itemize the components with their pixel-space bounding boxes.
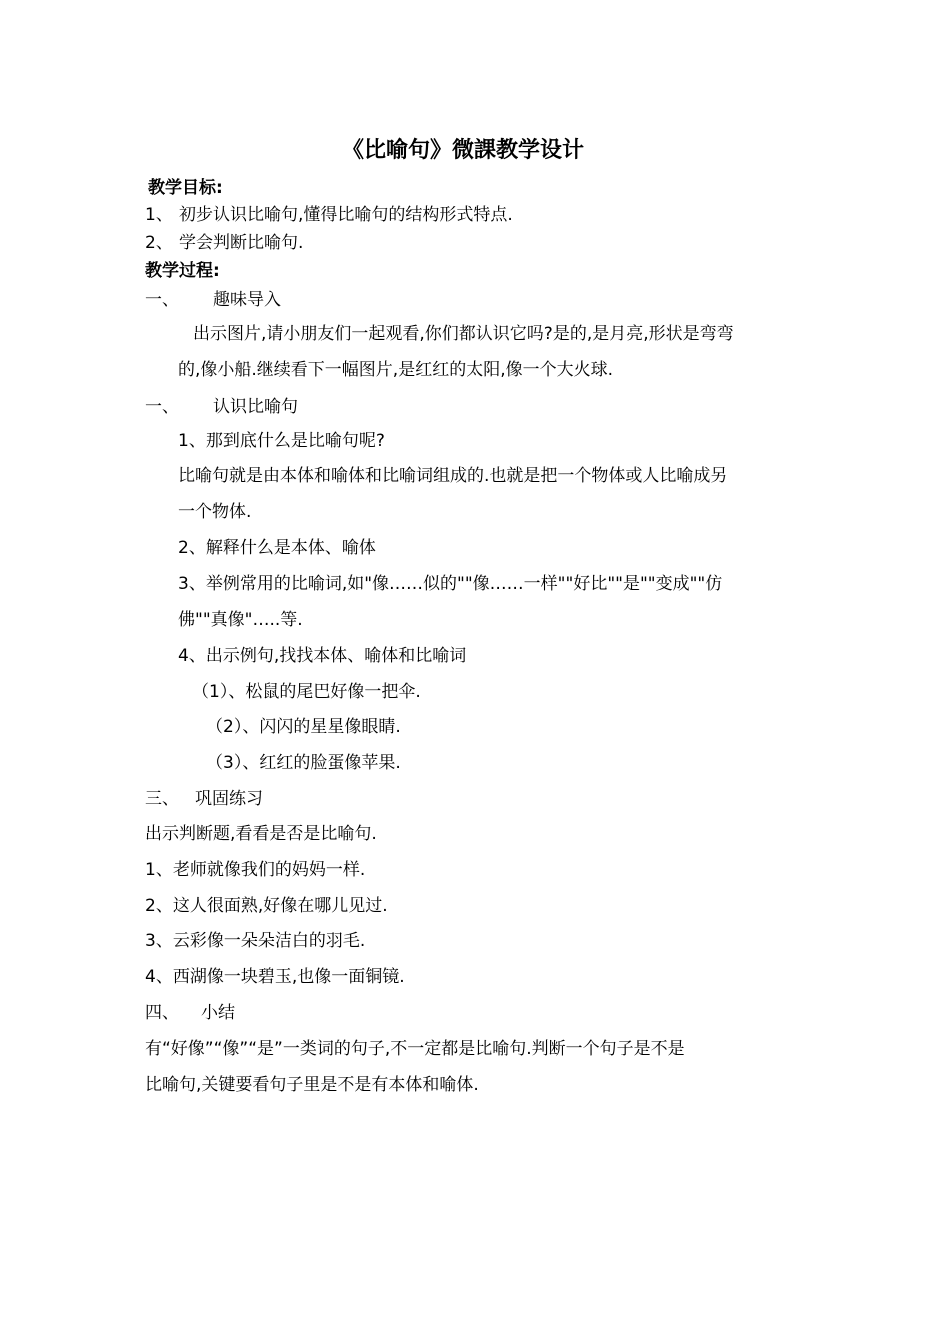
goal-item-2: [145, 232, 303, 254]
section2-question2: 2、解释什么是本体、喻体: [178, 538, 376, 558]
summary-line2: 比喻句,关键要看句子里是不是有本体和喻体.: [145, 1075, 479, 1095]
exercise-item-3: 3、云彩像一朵朵洁白的羽毛.: [145, 931, 366, 951]
section4-number: 四、: [145, 1003, 179, 1023]
section3-title: 巩固练习: [195, 789, 263, 809]
section1-paragraph-line1: 出示图片,请小朋友们一起观看,你们都认识它吗?是的,是月亮,形状是弯弯: [193, 324, 734, 344]
section1-heading: [145, 289, 281, 311]
section1-number: 一、: [145, 290, 179, 310]
section1-paragraph-line2: 的,像小船.继续看下一幅图片,是红红的太阳,像一个大火球.: [178, 360, 614, 380]
section2-number: 一、: [145, 397, 179, 417]
goal-number: 2、: [145, 233, 173, 253]
goal-number: 1、: [145, 205, 173, 225]
section2-example2: （2）、闪闪的星星像眼睛.: [206, 717, 401, 737]
section3-intro: 出示判断题,看看是否是比喻句.: [145, 824, 377, 844]
section3-number: 三、: [145, 789, 179, 809]
section4-heading: [145, 1002, 235, 1024]
exercise-item-4: 4、西湖像一块碧玉,也像一面铜镜.: [145, 967, 405, 987]
goals-heading: 教学目标:: [148, 178, 223, 198]
goal-text: 学会判断比喻句.: [179, 233, 304, 253]
section2-question4: 4、出示例句,找找本体、喻体和比喻词: [178, 646, 467, 666]
section2-definition-line1: 比喻句就是由本体和喻体和比喻词组成的.也就是把一个物体或人比喻成另: [178, 466, 728, 486]
exercise-item-1: 1、老师就像我们的妈妈一样.: [145, 860, 366, 880]
exercise-item-2: 2、这人很面熟,好像在哪儿见过.: [145, 896, 388, 916]
section3-heading: [145, 788, 263, 810]
goal-item-1: [145, 204, 513, 226]
section2-question1: 1、那到底什么是比喻句呢?: [178, 431, 385, 451]
process-heading: 教学过程:: [145, 261, 220, 281]
section1-title: 趣味导入: [213, 290, 281, 310]
section2-title: 认识比喻句: [213, 397, 298, 417]
section2-heading: [145, 396, 298, 418]
section2-definition-line2: 一个物体.: [178, 502, 252, 522]
goal-text: 初步认识比喻句,懂得比喻句的结构形式特点.: [179, 205, 513, 225]
section2-question3-line1: 3、举例常用的比喻词,如"像……似的""像……一样""好比""是""变成""仿: [178, 574, 723, 594]
section2-example1: （1）、松鼠的尾巴好像一把伞.: [192, 682, 421, 702]
section2-example3: （3）、红红的脸蛋像苹果.: [206, 753, 401, 773]
document-title: 《比喻句》微課教学设计: [342, 138, 585, 163]
section2-question3-line2: 佛""真像"…..等.: [178, 610, 303, 630]
summary-line1: 有“好像”“像”“是”一类词的句子,不一定都是比喻句.判断一个句子是不是: [145, 1039, 685, 1059]
section4-title: 小结: [201, 1003, 235, 1023]
